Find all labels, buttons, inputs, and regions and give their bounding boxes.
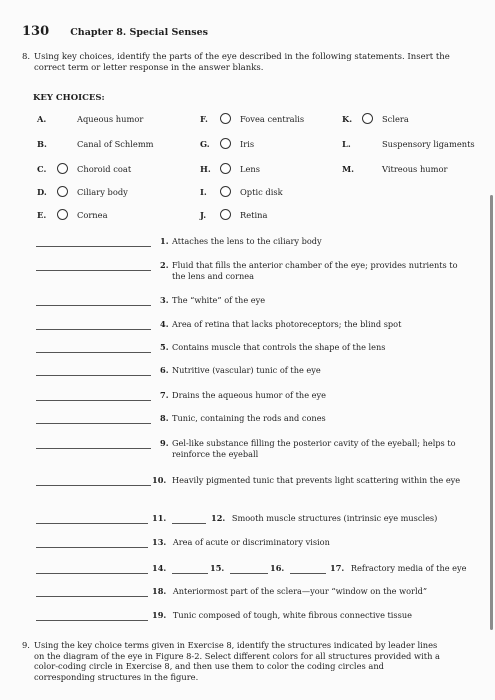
statement-text: Fluid that fills the anterior chamber of the eye; provides nutrients to the lens and cornea xyxy=(172,260,458,281)
statement-number: 2. xyxy=(160,260,169,270)
statement-text: Area of acute or discriminatory vision xyxy=(172,537,330,547)
statement-text: Contains muscle that controls the shape of the lens xyxy=(172,342,386,352)
choice-letter: I. xyxy=(200,187,207,197)
choice-term: Ciliary body xyxy=(77,187,128,197)
statement-number: 16. xyxy=(270,563,285,573)
statement-text: Refractory media of the eye xyxy=(350,563,467,573)
answer-blank-12[interactable] xyxy=(172,523,206,524)
statement-text: Heavily pigmented tunic that prevents light scattering within the eye xyxy=(172,475,461,485)
statement-number: 7. xyxy=(160,390,169,400)
choice-letter: J. xyxy=(200,210,207,220)
choice-term: Sclera xyxy=(382,114,409,124)
choice-term: Fovea centralis xyxy=(240,114,305,124)
statement-text: Tunic, containing the rods and cones xyxy=(172,413,326,423)
color-coding-circle[interactable] xyxy=(57,209,68,220)
choice-letter: K. xyxy=(342,114,353,124)
statement-number: 15. xyxy=(210,563,225,573)
color-coding-circle[interactable] xyxy=(220,209,231,220)
choice-term: Aqueous humor xyxy=(77,114,144,124)
choice-letter: D. xyxy=(37,187,47,197)
choice-letter: B. xyxy=(37,139,47,149)
statement-number: 19. xyxy=(152,610,167,620)
statement-19 xyxy=(152,610,412,621)
statement-number: 9. xyxy=(160,438,169,448)
choice-letter: E. xyxy=(37,210,47,220)
statement-number: 1. xyxy=(160,236,169,246)
answer-blank-6[interactable] xyxy=(36,375,151,376)
choice-term: Retina xyxy=(240,210,268,220)
statement-text: Drains the aqueous humor of the eye xyxy=(172,390,326,400)
statement-number: 4. xyxy=(160,319,169,329)
statement-text: Gel-like substance filling the posterior cavity of the eyeball; helps to reinforce the eyeball xyxy=(172,438,456,459)
statement-11-12 xyxy=(152,513,166,524)
statement-text: Nutritive (vascular) tunic of the eye xyxy=(172,365,321,375)
statement-number: 17. xyxy=(330,563,345,573)
statement-text: The “white” of the eye xyxy=(172,295,266,305)
statement-number: 3. xyxy=(160,295,169,305)
answer-blank-18[interactable] xyxy=(36,596,148,597)
choice-letter: H. xyxy=(200,164,211,174)
statement-17 xyxy=(330,563,466,574)
answer-blank-5[interactable] xyxy=(36,352,151,353)
answer-blank-16-line[interactable] xyxy=(230,573,268,574)
choice-letter: L. xyxy=(342,139,351,149)
statement-number: 18. xyxy=(152,586,167,596)
statement-13 xyxy=(152,537,330,548)
statement-16 xyxy=(270,563,284,574)
question-number: 8. xyxy=(22,52,31,62)
answer-blank-17-line[interactable] xyxy=(290,573,326,574)
choice-letter: A. xyxy=(37,114,47,124)
statement-text: Smooth muscle structures (intrinsic eye muscles) xyxy=(231,513,438,523)
statement-number: 10. xyxy=(152,475,167,485)
statement-number: 11. xyxy=(152,513,167,523)
answer-blank-15-line[interactable] xyxy=(172,573,208,574)
statement-15 xyxy=(210,563,224,574)
color-coding-circle[interactable] xyxy=(220,113,231,124)
color-coding-circle[interactable] xyxy=(362,113,373,124)
statement-number: 14. xyxy=(152,563,167,573)
statement-12 xyxy=(211,513,437,524)
answer-blank-13[interactable] xyxy=(36,547,148,548)
answer-blank-14[interactable] xyxy=(36,573,148,574)
color-coding-circle[interactable] xyxy=(57,186,68,197)
color-coding-circle[interactable] xyxy=(220,163,231,174)
color-coding-circle[interactable] xyxy=(57,163,68,174)
choice-term: Choroid coat xyxy=(77,164,132,174)
choice-term: Cornea xyxy=(77,210,108,220)
statement-18 xyxy=(152,586,427,597)
choice-term: Vitreous humor xyxy=(382,164,448,174)
choice-letter: M. xyxy=(342,164,355,174)
answer-blank-19[interactable] xyxy=(36,620,148,621)
statement-text: Attaches the lens to the ciliary body xyxy=(172,236,322,246)
question-text: Using the key choice terms given in Exercise 8, identify the structures indicated by leader lines on the diagram of the eye in Figure 8-2. Select different colors for all structures provided with a color-coding circle in Exercise 8, and then use them to color the coding circles and corresponding structures in the figure. xyxy=(34,640,441,682)
statement-text: Tunic composed of tough, white fibrous connective tissue xyxy=(172,610,412,620)
choice-term: Iris xyxy=(240,139,255,149)
choice-term: Optic disk xyxy=(240,187,283,197)
statement-text: Area of retina that lacks photoreceptors; the blind spot xyxy=(172,319,402,329)
statement-number: 12. xyxy=(211,513,226,523)
answer-blank-11[interactable] xyxy=(36,523,148,524)
choice-term: Suspensory ligaments xyxy=(382,139,475,149)
answer-blank-7[interactable] xyxy=(36,400,151,401)
statement-14 xyxy=(152,563,166,574)
color-coding-circle[interactable] xyxy=(220,138,231,149)
answer-blank-1[interactable] xyxy=(36,246,151,247)
answer-blank-2[interactable] xyxy=(36,270,151,271)
answer-blank-4[interactable] xyxy=(36,329,151,330)
choice-letter: C. xyxy=(37,164,47,174)
vertical-scrollbar[interactable] xyxy=(490,195,493,630)
choice-term: Canal of Schlemm xyxy=(77,139,154,149)
choice-letter: F. xyxy=(200,114,208,124)
color-coding-circle[interactable] xyxy=(220,186,231,197)
choice-term: Lens xyxy=(240,164,261,174)
page-number: 130 xyxy=(22,24,50,39)
statement-text: Anteriormost part of the sclera—your “window on the world” xyxy=(172,586,428,596)
chapter-title: Chapter 8. Special Senses xyxy=(70,27,209,38)
key-choices-title: KEY CHOICES: xyxy=(33,93,105,103)
statement-number: 6. xyxy=(160,365,169,375)
page-header xyxy=(22,20,208,39)
question-number: 9. xyxy=(22,640,30,650)
statement-number: 5. xyxy=(160,342,169,352)
statement-number: 8. xyxy=(160,413,169,423)
answer-blank-3[interactable] xyxy=(36,305,151,306)
answer-blank-10[interactable] xyxy=(36,485,151,486)
answer-blank-9[interactable] xyxy=(36,448,151,449)
choice-letter: G. xyxy=(200,139,210,149)
statement-number: 13. xyxy=(152,537,167,547)
question-text: Using key choices, identify the parts of the eye described in the following statements. Insert the correct term or letter response in the answer blanks. xyxy=(34,52,450,73)
answer-blank-8[interactable] xyxy=(36,423,151,424)
